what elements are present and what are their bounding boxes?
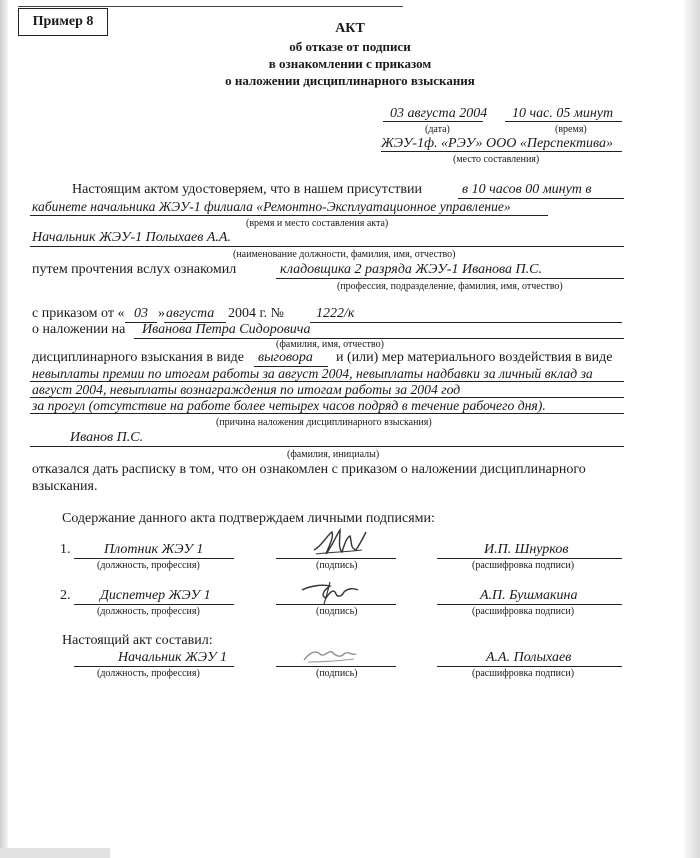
compiled-name-caption: (расшифровка подписи) [472, 668, 575, 679]
reason-caption: (причина наложения дисциплинарного взыскания) [216, 417, 432, 428]
order-number-line [310, 322, 622, 323]
refuser-line [30, 446, 624, 447]
signature-3-image [300, 642, 360, 668]
sig-1-position-line [74, 558, 234, 559]
time-caption: (время) [555, 124, 587, 135]
act-time: 10 час. 05 минут [512, 106, 614, 121]
head-person-line [30, 246, 624, 247]
date-line [383, 121, 483, 122]
impose-text: о наложении на [32, 322, 126, 337]
read-aloud-value: кладовщика 2 разряда ЖЭУ-1 Иванова П.С. [280, 262, 542, 277]
time-line [505, 121, 622, 122]
disc-text-2: и (или) мер материального воздействия в виде [336, 350, 613, 365]
sig-2-name-caption: (расшифровка подписи) [472, 606, 575, 617]
compiled-position-line [74, 666, 234, 667]
act-date: 03 августа 2004 [390, 106, 488, 121]
sig-1-number: 1. [60, 542, 71, 557]
sig-1-name: И.П. Шнурков [484, 542, 569, 557]
order-text-3: 2004 г. № [228, 306, 285, 321]
head-person: Начальник ЖЭУ-1 Полыхаев А.А. [32, 230, 231, 245]
sig-1-position-caption: (должность, профессия) [97, 560, 200, 571]
sig-1-signature-caption: (подпись) [316, 560, 358, 571]
compiled-signature-line [276, 666, 396, 667]
order-text-1: с приказом от « [32, 306, 125, 321]
top-rule [18, 6, 403, 7]
compiled-position-caption: (должность, профессия) [97, 668, 200, 679]
sig-2-signature-line [276, 604, 396, 605]
date-caption: (дата) [425, 124, 450, 135]
reason-line-2: август 2004, невыплаты вознаграждения по итогам работы за 2004 год [32, 382, 461, 397]
title-line-3: в ознакомлении с приказом [268, 56, 432, 71]
intro-caption: (время и место составления акта) [246, 218, 389, 229]
sig-2-position-caption: (должность, профессия) [97, 606, 200, 617]
title-line-4: о наложении дисциплинарного взыскания [225, 73, 475, 88]
refuser-name: Иванов П.С. [70, 430, 144, 445]
signature-1-image [310, 526, 370, 560]
sig-1-position: Плотник ЖЭУ 1 [104, 542, 204, 557]
reason-line-1: невыплаты премии по итогам работы за август 2004, невыплаты надбавки за личный вклад за [32, 366, 593, 381]
sig-1-signature-line [276, 558, 396, 559]
signature-2-image [300, 576, 360, 606]
impose-caption: (фамилия, имя, отчество) [276, 339, 384, 350]
scan-edge-left [0, 0, 8, 858]
read-aloud-text: путем прочтения вслух ознакомил [32, 262, 237, 277]
place-caption: (место составления) [453, 154, 540, 165]
sig-1-name-line [437, 558, 622, 559]
compiled-position: Начальник ЖЭУ 1 [118, 650, 227, 665]
sig-2-position-line [74, 604, 234, 605]
sig-1-name-caption: (расшифровка подписи) [472, 560, 575, 571]
reason-line-3: за прогул (отсутствие на работе более четырех часов подряд в течение рабочего дня). [32, 398, 546, 413]
title-akt: АКТ [335, 21, 365, 36]
intro-time-value: в 10 часов 00 минут в [462, 182, 592, 197]
confirm-text: Содержание данного акта подтверждаем личными подписями: [62, 511, 435, 526]
reason-underline-3 [30, 413, 624, 414]
order-text-2: » [158, 306, 165, 321]
compiled-signature-caption: (подпись) [316, 668, 358, 679]
place-line [381, 151, 622, 152]
impose-value: Иванова Петра Сидоровича [142, 322, 311, 337]
scan-edge-right [682, 0, 700, 858]
read-aloud-line [276, 278, 624, 279]
compiled-name: А.А. Полыхаев [486, 650, 572, 665]
intro-text: Настоящим актом удостоверяем, что в нашем присутствии [72, 182, 422, 197]
title-line-2: об отказе от подписи [289, 39, 411, 54]
intro-place-value: кабинете начальника ЖЭУ-1 филиала «Ремонтно-Эксплуатационное управление» [32, 199, 511, 214]
compiled-name-line [437, 666, 622, 667]
sig-2-number: 2. [60, 588, 71, 603]
order-month: августа [166, 306, 215, 321]
refuser-caption: (фамилия, инициалы) [287, 449, 380, 460]
read-aloud-caption: (профессия, подразделение, фамилия, имя, отчество) [337, 281, 563, 292]
order-day: 03 [134, 306, 148, 321]
sig-2-name: А.П. Бушмакина [480, 588, 578, 603]
refused-line-2: взыскания. [32, 479, 98, 494]
disc-text-1: дисциплинарного взыскания в виде [32, 350, 244, 365]
sig-2-signature-caption: (подпись) [316, 606, 358, 617]
sig-2-name-line [437, 604, 622, 605]
scan-edge-bottom [0, 848, 110, 858]
refused-line-1: отказался дать расписку в том, что он ознакомлен с приказом о наложении дисциплинарного [32, 462, 586, 477]
disc-value: выговора [258, 350, 313, 365]
compiled-label: Настоящий акт составил: [62, 633, 213, 648]
intro-line-2 [30, 215, 548, 216]
head-person-caption: (наименование должности, фамилия, имя, отчество) [233, 249, 456, 260]
act-place: ЖЭУ-1ф. «РЭУ» ООО «Перспектива» [381, 136, 614, 151]
example-badge: Пример 8 [18, 8, 108, 36]
sig-2-position: Диспетчер ЖЭУ 1 [100, 588, 211, 603]
order-number: 1222/к [316, 306, 355, 321]
